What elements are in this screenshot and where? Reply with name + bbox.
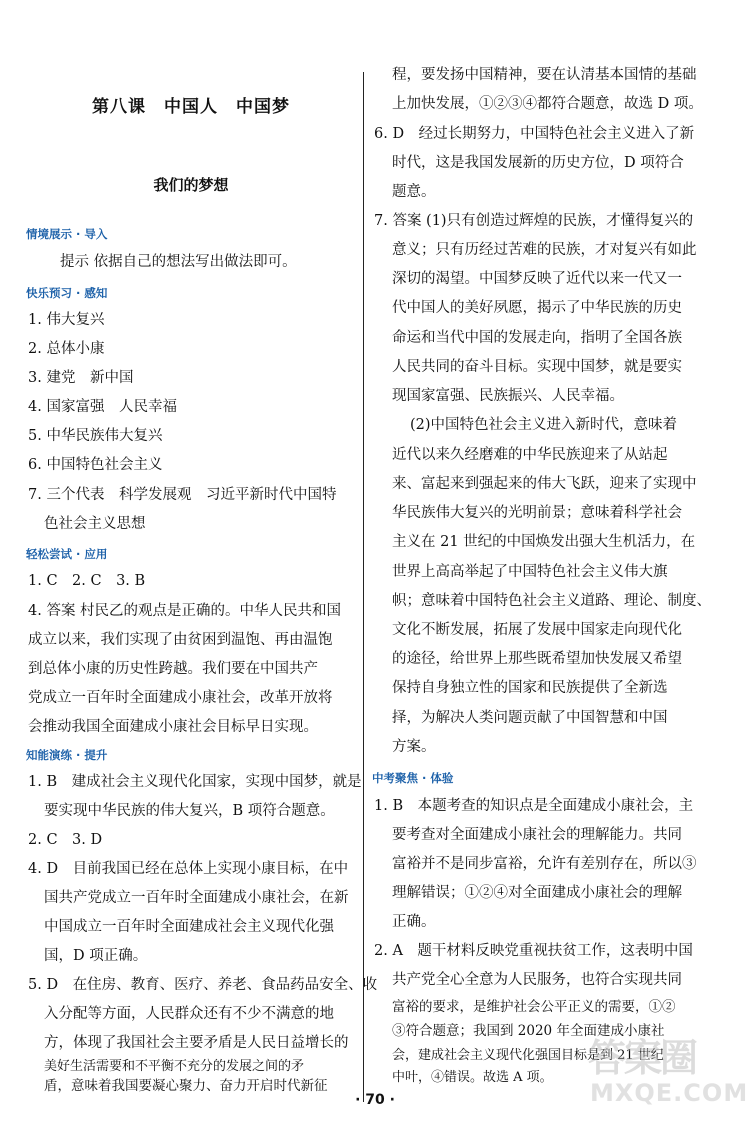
watermark xyxy=(580,1027,749,1122)
answer-line: 会，建成社会主义现代化强国目标是到 21 世纪 xyxy=(392,1048,664,1063)
answer-line: 方，体现了我国社会主要矛盾是人民日益增长的 xyxy=(44,1035,349,1051)
answer-line: 1. B 建成社会主义现代化国家，实现中国梦，就是 xyxy=(28,774,362,790)
section-heading-exam: 中考聚焦 · 体验 xyxy=(372,771,454,785)
preview-item: 色社会主义思想 xyxy=(44,516,146,532)
answer-line: 华民族伟大复兴的光明前景；意味着科学社会 xyxy=(392,505,682,521)
answer-line: 意义；只有历经过苦难的民族，才对复兴有如此 xyxy=(392,242,697,258)
preview-item: 5. 中华民族伟大复兴 xyxy=(28,428,163,444)
answer-line: 主义在 21 世纪的中国焕发出强大生机活力，在 xyxy=(392,534,696,550)
answer-line: 命运和当代中国的发展走向，指明了全国各族 xyxy=(392,330,682,346)
answer-line: 到总体小康的历史性跨越。我们要在中国共产 xyxy=(28,661,318,677)
answer-line: 要实现中华民族的伟大复兴，B 项符合题意。 xyxy=(44,803,335,819)
try-answers: 1. C 2. C 3. B xyxy=(28,573,146,589)
answer-line: 会推动我国全面建成小康社会目标早日实现。 xyxy=(28,719,318,735)
answer-line: (2)中国特色社会主义进入新时代，意味着 xyxy=(410,417,678,433)
answer-line: 5. D 在住房、教育、医疗、养老、食品药品安全、收 xyxy=(28,977,378,993)
answer-line: 帜；意味着中国特色社会主义道路、理论、制度、 xyxy=(392,593,711,609)
answer-line: 文化不断发展，拓展了发展中国家走向现代化 xyxy=(392,622,682,638)
answer-line: 4. 答案 村民乙的观点是正确的。中华人民共和国 xyxy=(28,603,342,619)
answer-line: 共产党全心全意为人民服务，也符合实现共同 xyxy=(392,972,682,988)
answer-line: 盾，意味着我国要凝心聚力、奋力开启时代新征 xyxy=(44,1078,328,1094)
answer-line: 富裕的要求，是维护社会公平正义的需要，①② xyxy=(392,999,676,1015)
answer-line: 7. 答案 (1)只有创造过辉煌的民族，才懂得复兴的 xyxy=(374,213,694,229)
answer-line: 成立以来，我们实现了由贫困到温饱、再由温饱 xyxy=(28,632,333,648)
answer-line: 人民共同的奋斗目标。实现中国梦，就是要实 xyxy=(392,359,682,375)
answer-line: 要考查对全面建成小康社会的理解能力。共同 xyxy=(392,827,682,843)
watermark-url: MXQE.COM xyxy=(590,1079,749,1107)
preview-item: 3. 建党 新中国 xyxy=(28,370,134,386)
answer-line: 代中国人的美好夙愿，揭示了中华民族的历史 xyxy=(392,300,682,316)
answer-line: 国共产党成立一百年时全面建成小康社会，在新 xyxy=(44,890,349,906)
preview-item: 1. 伟大复兴 xyxy=(28,312,105,328)
answer-line: ③符合题意；我国到 2020 年全面建成小康社 xyxy=(392,1023,665,1039)
section-heading-practice: 知能演练 · 提升 xyxy=(26,748,108,762)
preview-item: 6. 中国特色社会主义 xyxy=(28,457,163,473)
answer-line: 1. B 本题考查的知识点是全面建成小康社会，主 xyxy=(374,798,694,814)
section-heading-try: 轻松尝试 · 应用 xyxy=(26,547,108,561)
lesson-title: 第八课 中国人 中国梦 xyxy=(92,97,290,117)
column-divider xyxy=(363,72,364,1102)
preview-item: 7. 三个代表 科学发展观 习近平新时代中国特 xyxy=(28,487,337,503)
page-number: · 70 · xyxy=(355,1092,395,1108)
answer-line: 国，D 项正确。 xyxy=(44,948,148,964)
answer-line: 党成立一百年时全面建成小康社会，改革开放将 xyxy=(28,690,333,706)
answer-line: 题意。 xyxy=(392,184,436,200)
answer-line: 正确。 xyxy=(392,914,436,930)
answer-line: 理解错误；①②④对全面建成小康社会的理解 xyxy=(392,885,682,901)
answer-line: 时代，这是我国发展新的历史方位，D 项符合 xyxy=(392,155,684,171)
answer-line: 程，要发扬中国精神，要在认清基本国情的基础 xyxy=(392,67,697,83)
answer-line: 上加快发展，①②③④都符合题意，故选 D 项。 xyxy=(392,96,703,112)
answer-line: 6. D 经过长期努力，中国特色社会主义进入了新 xyxy=(374,126,695,142)
answer-line: 来、富起来到强起来的伟大飞跃，迎来了实现中 xyxy=(392,476,697,492)
answer-line: 择，为解决人类问题贡献了中国智慧和中国 xyxy=(392,710,668,726)
section-heading-preview: 快乐预习 · 感知 xyxy=(26,286,108,300)
preview-item: 2. 总体小康 xyxy=(28,341,105,357)
answer-line: 美好生活需要和不平衡不充分的发展之间的矛 xyxy=(44,1059,305,1074)
answer-line: 中叶，④错误。故选 A 项。 xyxy=(392,1070,553,1085)
answer-line: 方案。 xyxy=(392,739,436,755)
section-heading-intro: 情境展示 · 导入 xyxy=(26,227,108,241)
answer-line: 入分配等方面，人民群众还有不少不满意的地 xyxy=(44,1006,334,1022)
answer-line: 保持自身独立性的国家和民族提供了全新选 xyxy=(392,680,668,696)
answer-line: 深切的渴望。中国梦反映了近代以来一代又一 xyxy=(392,271,682,287)
section-title: 我们的梦想 xyxy=(153,176,229,194)
answer-line: 中国成立一百年时全面建成社会主义现代化强 xyxy=(44,919,334,935)
answer-line: 近代以来久经磨难的中华民族迎来了从站起 xyxy=(392,447,668,463)
answer-line: 富裕并不是同步富裕，允许有差别存在，所以③ xyxy=(392,856,697,872)
watermark-logo: 答案圈 xyxy=(588,1036,697,1080)
answer-line: 的途径，给世界上那些既希望加快发展又希望 xyxy=(392,651,682,667)
preview-item: 4. 国家富强 人民幸福 xyxy=(28,399,177,415)
answer-line: 4. D 目前我国已经在总体上实现小康目标，在中 xyxy=(28,861,349,877)
answer-line: 现国家富强、民族振兴、人民幸福。 xyxy=(392,388,624,404)
answer-line: 2. C 3. D xyxy=(28,832,103,848)
answer-line: 2. A 题干材料反映党重视扶贫工作，这表明中国 xyxy=(374,943,693,959)
answer-line: 世界上高高举起了中国特色社会主义伟大旗 xyxy=(392,564,668,580)
hint-line: 提示 依据自己的想法写出做法即可。 xyxy=(60,254,297,270)
